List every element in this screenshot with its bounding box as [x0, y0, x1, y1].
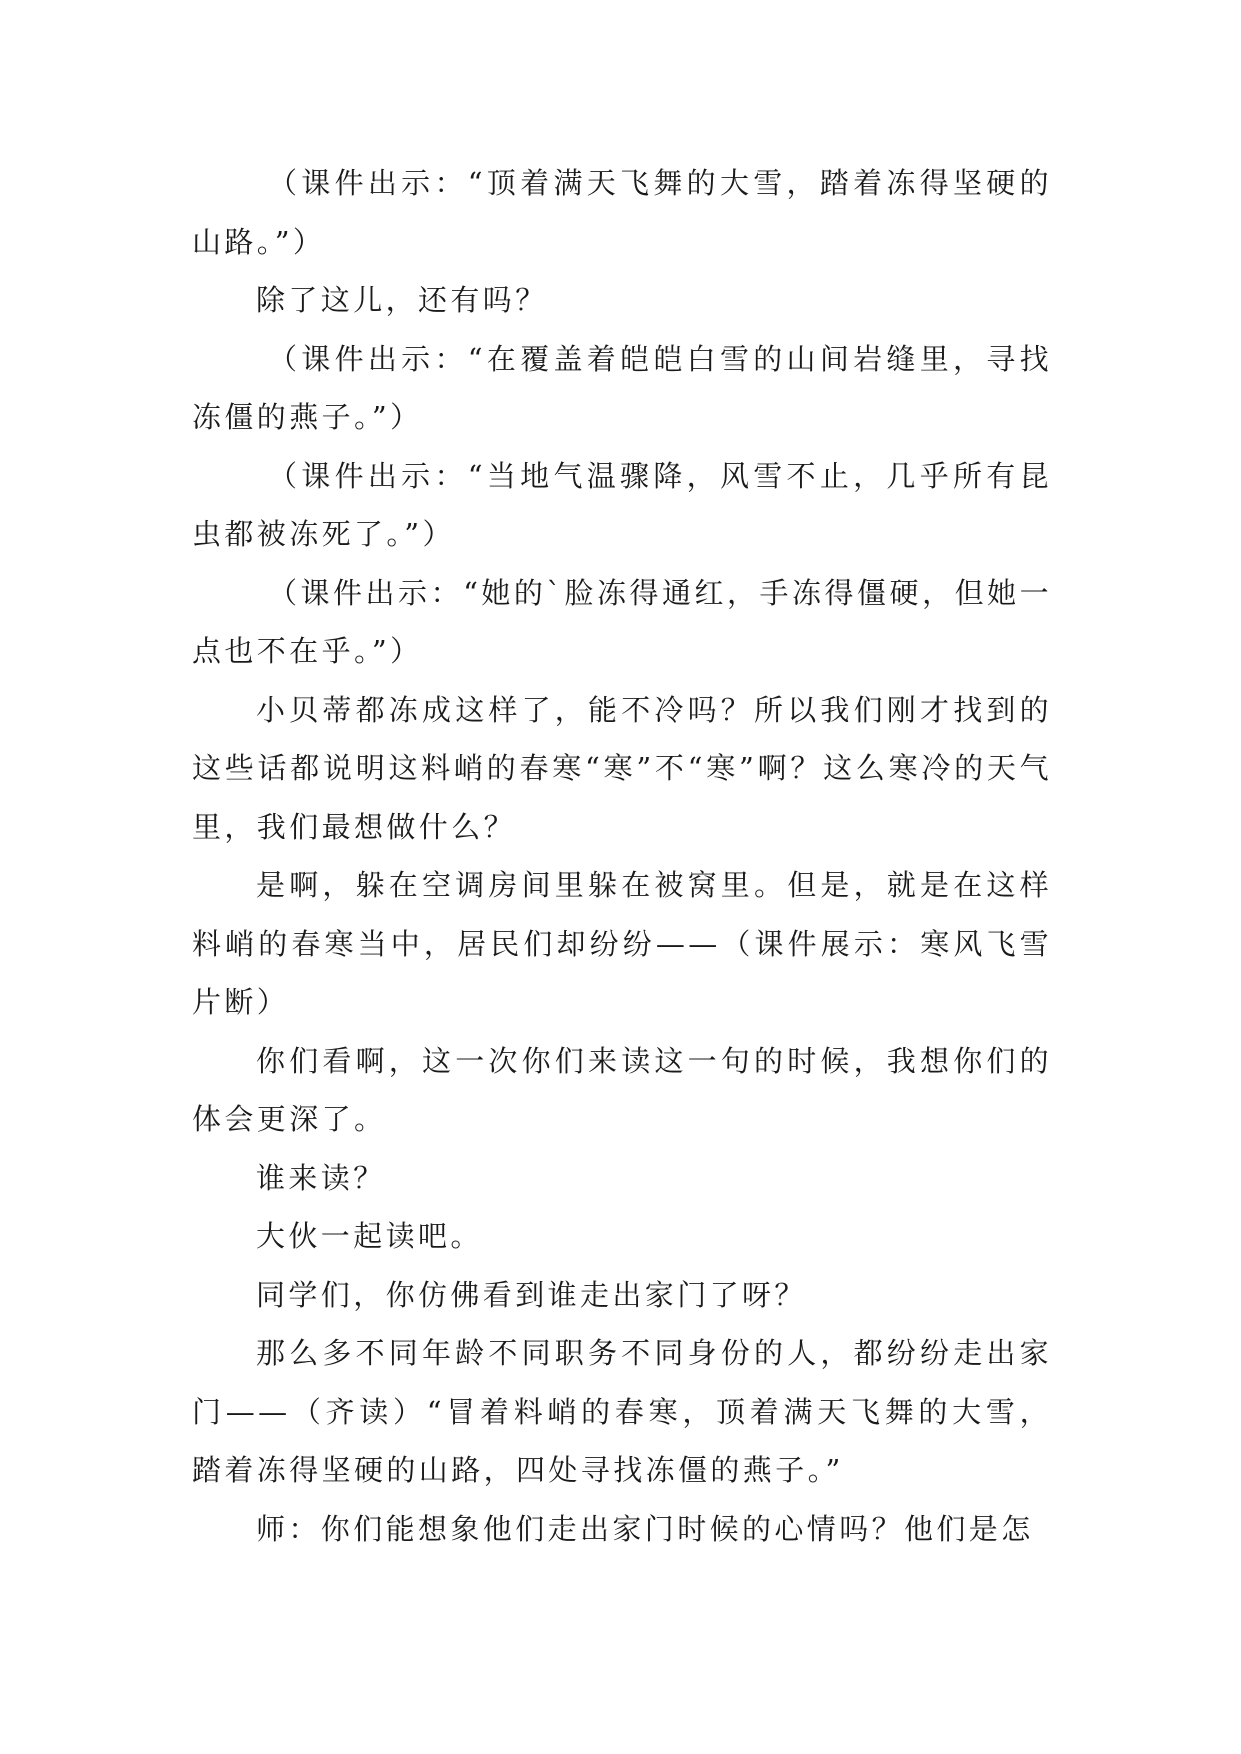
- paragraph-who-out: 同学们，你仿佛看到谁走出家门了呀？: [256, 1277, 807, 1312]
- paragraph-courseware-4: （课件出示：“她的`脸冻得通红，手冻得僵硬，但她一点也不在乎。”）: [192, 575, 1052, 668]
- paragraph-courseware-3: （课件出示：“当地气温骤降，风雪不止，几乎所有昆虫都被冻死了。”）: [192, 458, 1052, 551]
- paragraph-residents: 是啊，躲在空调房间里躲在被窝里。但是，就是在这样料峭的春寒当中，居民们却纷纷——（课件展示：寒风飞雪片断）: [192, 868, 1052, 1019]
- paragraph-read-together: 大伙一起读吧。: [256, 1219, 483, 1253]
- paragraph-read-again: 你们看啊，这一次你们来读这一句的时候，我想你们的体会更深了。: [192, 1043, 1052, 1136]
- paragraph-who-reads: 谁来读？: [256, 1160, 386, 1195]
- paragraph-many-people: 那么多不同年龄不同职务不同身份的人，都纷纷走出家门——（齐读）“冒着料峭的春寒，顶着满天飞舞的大雪，踏着冻得坚硬的山路，四处寻找冻僵的燕子。”: [192, 1336, 1052, 1487]
- document-body: [192, 154, 1052, 1558]
- paragraph-betty: 小贝蒂都冻成这样了，能不冷吗？所以我们刚才找到的这些话都说明这料峭的春寒“寒”不“寒”啊？这么寒冷的天气里，我们最想做什么？: [192, 692, 1052, 844]
- paragraph-courseware-1: （课件出示：“顶着满天飞舞的大雪，踏着冻得坚硬的山路。”）: [192, 166, 1052, 259]
- paragraph-teacher: 师：你们能想象他们走出家门时候的心情吗？他们是怎: [256, 1511, 1034, 1546]
- paragraph-courseware-2: （课件出示：“在覆盖着皑皑白雪的山间岩缝里，寻找冻僵的燕子。”）: [192, 341, 1052, 434]
- paragraph-question-1: 除了这儿，还有吗？: [256, 283, 548, 317]
